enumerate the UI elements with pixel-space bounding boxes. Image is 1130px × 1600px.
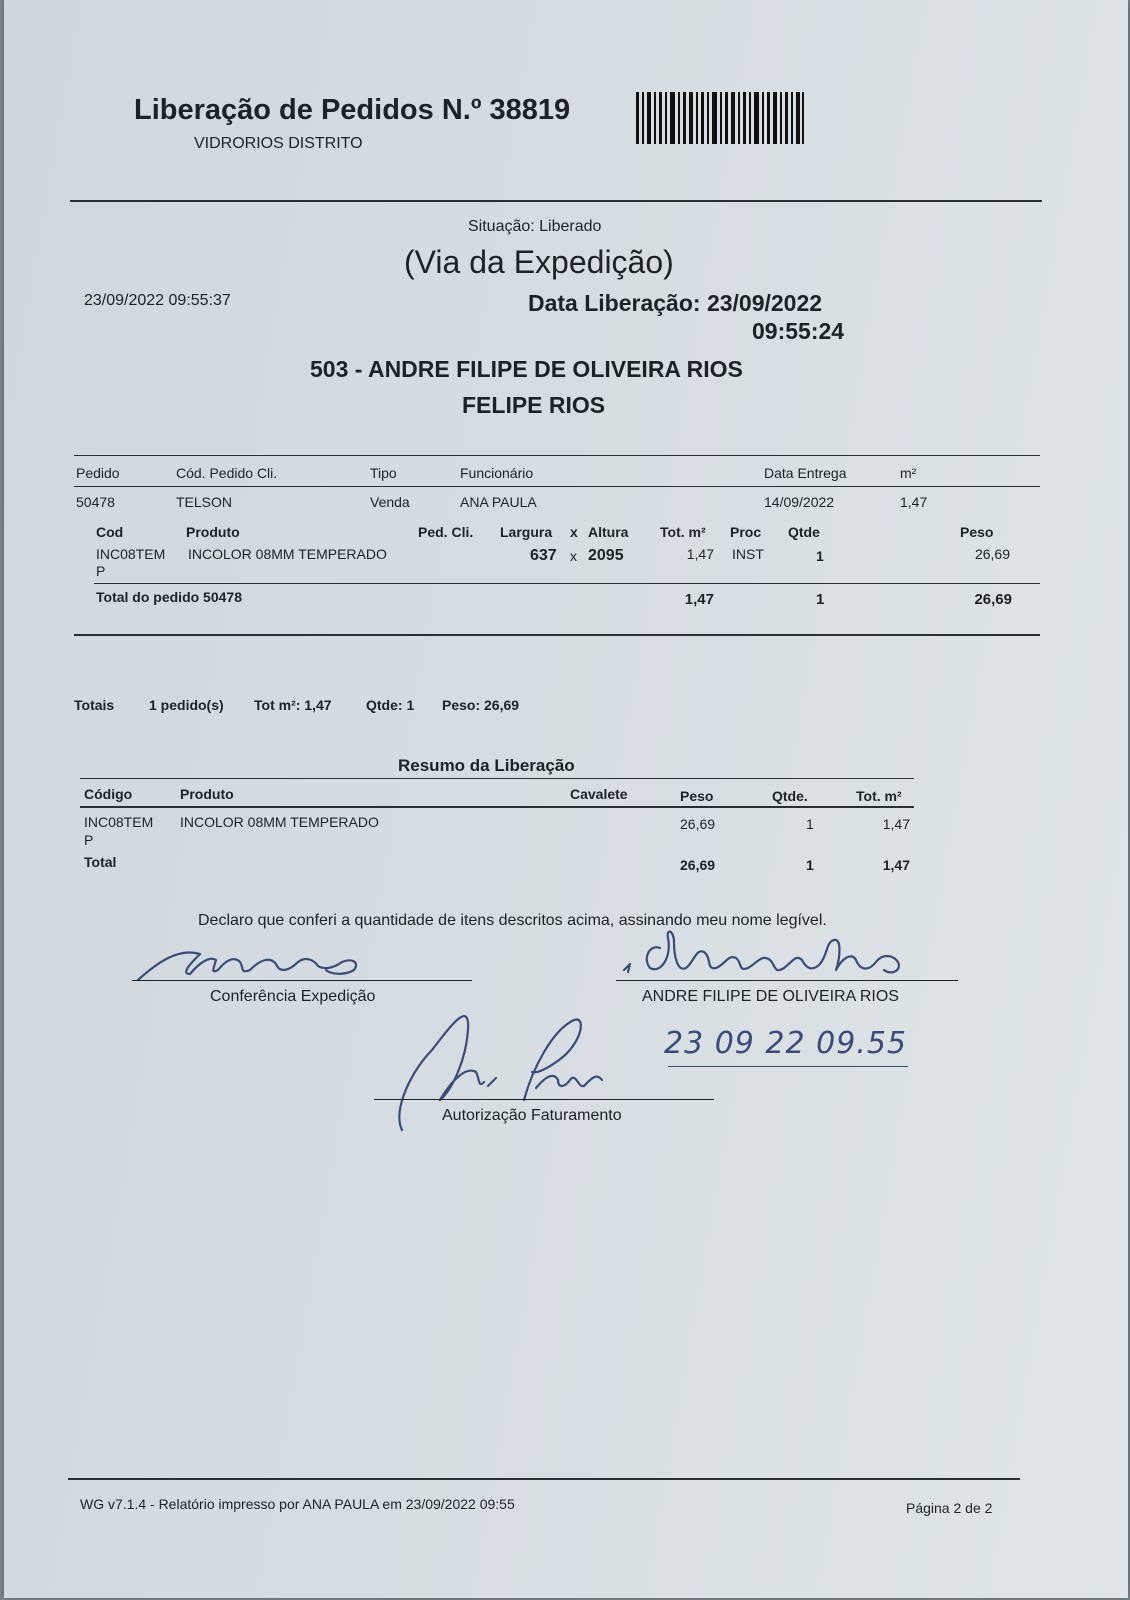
item-total-divider — [94, 583, 1040, 584]
resumo-col-produto: Produto — [180, 786, 234, 802]
col-tipo: Tipo — [370, 465, 397, 481]
company-name: VIDRORIOS DISTRITO — [194, 135, 363, 152]
resumo-qtde: 1 — [806, 816, 814, 832]
totais-qtde: Qtde: 1 — [366, 697, 415, 713]
via-label: (Via da Expedição) — [404, 244, 674, 280]
resumo-codigo: INC08TEM — [84, 814, 154, 830]
item-col-proc: Proc — [730, 524, 762, 540]
autorizacao-line — [374, 1099, 714, 1100]
signature-cliente — [616, 918, 916, 984]
item-altura: 2095 — [588, 547, 624, 564]
resumo-total-label: Total — [84, 854, 117, 870]
conferencia-line — [132, 980, 472, 981]
signature-conferencia — [130, 940, 390, 990]
item-col-x: x — [570, 524, 578, 540]
item-col-cod: Cod — [96, 524, 124, 540]
item-col-qtde: Qtde — [788, 524, 820, 540]
item-col-peso: Peso — [960, 524, 994, 540]
funcionario: ANA PAULA — [460, 494, 537, 510]
item-qtde: 1 — [816, 548, 824, 564]
m2-value: 1,47 — [900, 494, 928, 510]
item-col-altura: Altura — [588, 524, 629, 540]
printed-timestamp: 23/09/2022 09:55:37 — [84, 292, 231, 309]
data-entrega: 14/09/2022 — [764, 494, 835, 510]
col-cod-pedido-cli: Cód. Pedido Cli. — [176, 465, 278, 481]
handwritten-date-underline — [668, 1066, 908, 1067]
data-liberacao-time: 09:55:24 — [752, 318, 845, 344]
resumo-col-cavalete: Cavalete — [570, 786, 628, 802]
total-pedido-peso: 26,69 — [974, 591, 1012, 608]
resumo-peso: 26,69 — [680, 816, 716, 832]
total-pedido-m2: 1,47 — [684, 591, 714, 608]
resumo-produto: INCOLOR 08MM TEMPERADO — [180, 814, 379, 830]
cliente-name: 503 - ANDRE FILIPE DE OLIVEIRA RIOS — [310, 356, 743, 382]
barcode — [636, 92, 804, 144]
col-data-entrega: Data Entrega — [764, 465, 847, 481]
resumo-codigo-cont: P — [84, 832, 94, 848]
total-pedido-label: Total do pedido 50478 — [96, 589, 242, 605]
item-cod: INC08TEM — [96, 546, 166, 562]
footer-divider — [68, 1478, 1020, 1480]
cliente-apelido: FELIPE RIOS — [462, 392, 606, 418]
conferencia-label: Conferência Expedição — [210, 988, 376, 1005]
situacao: Situação: Liberado — [468, 218, 602, 235]
item-proc: INST — [732, 546, 764, 562]
item-col-largura: Largura — [500, 524, 553, 540]
resumo-col-tot-m2: Tot. m² — [856, 788, 902, 804]
cliente-sign-label: ANDRE FILIPE DE OLIVEIRA RIOS — [642, 988, 899, 1005]
item-col-produto: Produto — [186, 524, 240, 540]
resumo-col-qtde: Qtde. — [772, 788, 808, 804]
cliente-sign-line — [616, 980, 958, 981]
resumo-total-peso: 26,69 — [680, 857, 716, 873]
document-title: Liberação de Pedidos N.º 38819 — [134, 94, 571, 126]
col-funcionario: Funcionário — [460, 465, 534, 481]
document-page — [4, 0, 1128, 1598]
header-divider — [70, 200, 1042, 202]
item-largura: 637 — [530, 547, 557, 564]
tipo: Venda — [370, 494, 410, 510]
handwritten-date: 23 09 22 09.55 — [664, 1026, 908, 1061]
resumo-table-top — [80, 778, 914, 779]
pedido-header-divider — [74, 486, 1040, 487]
pedido-table-top — [74, 455, 1040, 456]
totais-m2: Tot m²: 1,47 — [254, 697, 332, 713]
item-cod-cont: P — [96, 563, 106, 579]
item-col-ped-cli: Ped. Cli. — [418, 524, 474, 540]
resumo-title: Resumo da Liberação — [398, 756, 575, 775]
resumo-total-tot-m2: 1,47 — [882, 857, 910, 873]
item-col-tot-m2: Tot. m² — [660, 524, 706, 540]
footer-report-info: WG v7.1.4 - Relatório impresso por ANA PAULA em 23/09/2022 09:55 — [80, 1496, 515, 1512]
autorizacao-label: Autorização Faturamento — [442, 1107, 622, 1124]
item-peso: 26,69 — [974, 546, 1010, 562]
item-produto: INCOLOR 08MM TEMPERADO — [188, 546, 387, 562]
cod-pedido-cli: TELSON — [176, 494, 233, 510]
resumo-total-qtde: 1 — [806, 857, 814, 873]
pedido-number: 50478 — [76, 494, 115, 510]
resumo-col-codigo: Código — [84, 786, 133, 802]
pedido-table-bottom — [74, 634, 1040, 636]
resumo-header-divider — [80, 806, 914, 808]
resumo-col-peso: Peso — [680, 788, 714, 804]
resumo-tot-m2: 1,47 — [882, 816, 910, 832]
data-liberacao: Data Liberação: 23/09/2022 — [528, 290, 823, 316]
footer-page-number: Página 2 de 2 — [906, 1500, 993, 1516]
declaracao: Declaro que conferi a quantidade de itens descritos acima, assinando meu nome legível. — [198, 912, 827, 929]
totais-pedidos: 1 pedido(s) — [149, 697, 224, 713]
total-pedido-qtde: 1 — [816, 591, 825, 608]
col-pedido: Pedido — [76, 465, 120, 481]
col-m2: m² — [900, 465, 917, 481]
totais-label: Totais — [74, 697, 115, 713]
totais-peso: Peso: 26,69 — [442, 697, 520, 713]
item-x: x — [570, 548, 577, 564]
item-tot-m2: 1,47 — [686, 546, 714, 562]
